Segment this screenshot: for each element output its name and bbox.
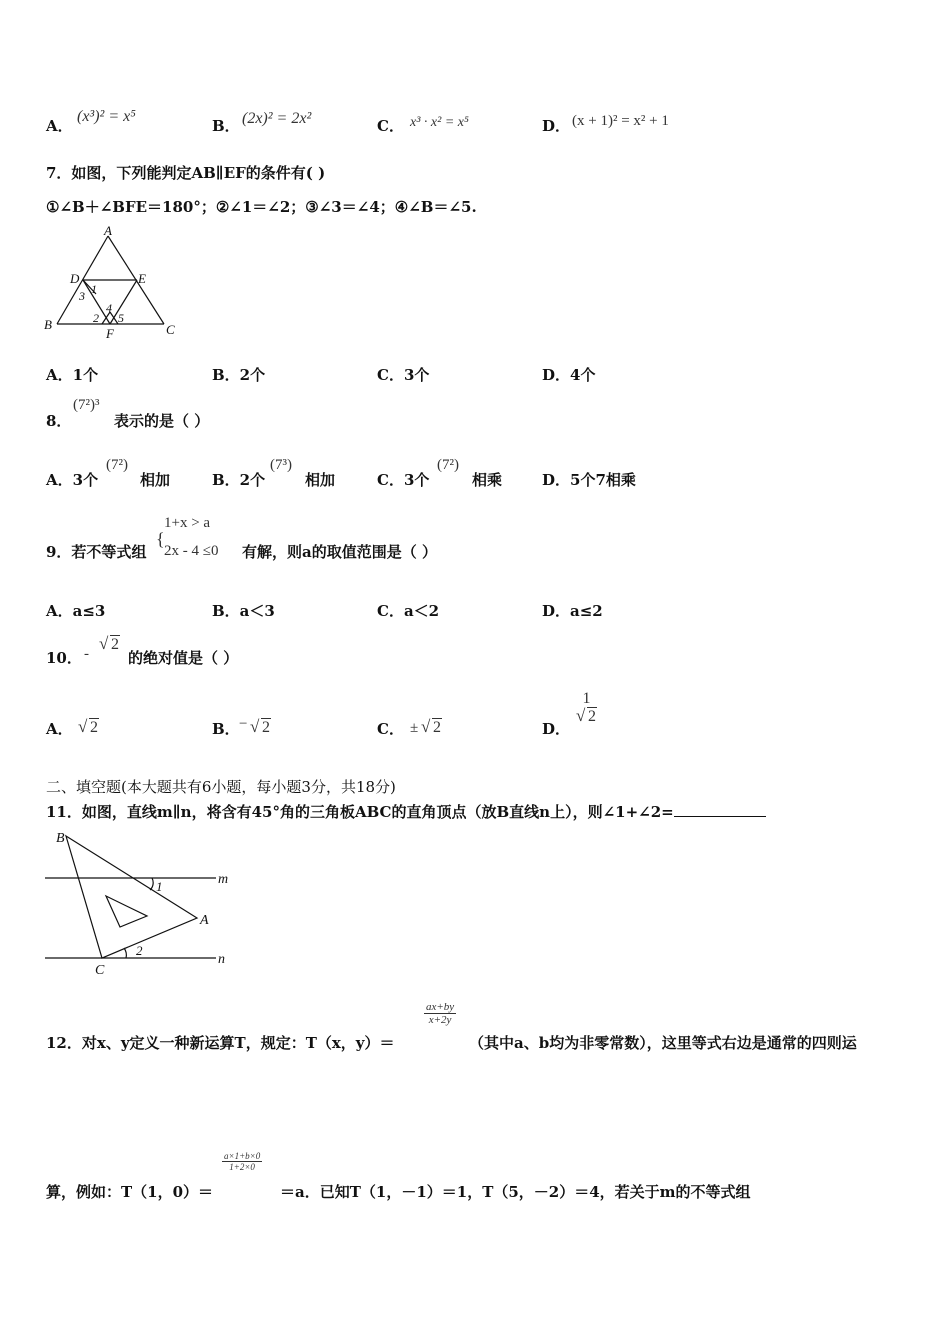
q7-label-e: E — [138, 271, 146, 286]
q7-stem: 7．如图，下列能判定AB∥EF的条件有( ) — [46, 164, 326, 182]
q11-answer-blank[interactable] — [674, 804, 766, 817]
q6-option-a-expr: (x³)² = x⁵ — [77, 108, 136, 125]
q12-line2-after: ＝a．已知T（1，－1）＝1，T（5，－2）＝4，若关于m的不等式组 — [280, 1183, 751, 1201]
q10-option-d-fraction — [574, 690, 599, 726]
q9-inequality-2: 2x - 4 ≤0 — [164, 543, 219, 559]
q11-angle-2-arc — [124, 948, 126, 958]
q12-line2-before: 算，例如：T（1，0）＝ — [46, 1183, 214, 1201]
q10-option-b-label: B． — [212, 720, 240, 738]
q8-option-b-label: B．2个 — [212, 471, 266, 489]
q11-label-m: m — [218, 872, 229, 887]
q9-brace: { — [156, 529, 165, 549]
q9-option-a: A．a≤3 — [46, 602, 106, 620]
q12-formula-denominator: x+2y — [428, 1014, 452, 1026]
q10-radicand: 2 — [111, 636, 119, 653]
q9-inequality-1: 1+x > a — [164, 515, 211, 531]
q10-option-c-radicand: 2 — [433, 719, 441, 736]
q9-option-d: D．a≤2 — [542, 602, 603, 620]
q7-angle-4: 4 — [106, 301, 112, 315]
q7-option-d: D．4个 — [542, 366, 596, 384]
q8-expression: (7²)³ — [73, 397, 100, 413]
q10-option-b-radicand: 2 — [262, 719, 270, 736]
q6-option-d-expr: (x + 1)² = x² + 1 — [572, 113, 669, 129]
q7-option-b: B．2个 — [212, 366, 266, 384]
q7-option-a: A．1个 — [46, 366, 99, 384]
q10-number: 10． — [46, 649, 82, 667]
q9-option-b: B．a＜3 — [212, 602, 275, 620]
q11-label-c: C — [95, 963, 105, 976]
q10-option-a-label: A． — [46, 720, 73, 738]
q6-option-c-expr: x³ · x² = x⁵ — [410, 115, 469, 130]
q12-stem-before: 12．对x、y定义一种新运算T，规定：T（x，y）＝ — [46, 1034, 395, 1052]
section2-title: 二、填空题(本大题共有6小题，每小题3分，共18分) — [46, 778, 396, 796]
q11-angle-1: 1 — [156, 879, 163, 894]
q8-option-b-expr: (7³) — [270, 457, 292, 473]
q7-angle-1: 1 — [91, 282, 97, 296]
q7-label-c: C — [166, 322, 175, 337]
q11-stem — [46, 801, 766, 822]
q11-angle-2: 2 — [136, 943, 143, 958]
q11-label-n: n — [218, 952, 225, 967]
q10-sqrt — [99, 636, 120, 654]
q7-conditions: ①∠B＋∠BFE＝180°；②∠1＝∠2；③∠3＝∠4；④∠B＝∠5. — [46, 198, 477, 216]
q11-inner-triangle — [106, 896, 147, 927]
q10-option-b-sqrt — [250, 719, 271, 737]
q8-option-a-expr: (7²) — [106, 457, 128, 473]
q12-formula-numerator: ax+by — [426, 1001, 455, 1013]
q8-option-c-label: C．3个 — [377, 471, 430, 489]
q11-label-a: A — [200, 913, 209, 928]
q7-angle-5: 5 — [118, 311, 124, 325]
q10-option-d-numerator: 1 — [582, 690, 591, 707]
q7-label-a: A — [104, 223, 112, 238]
q10-option-b-prefix: − — [239, 716, 248, 732]
q12-formula — [424, 1001, 456, 1026]
q10-option-c-sqrt — [421, 719, 442, 737]
q7-angle-2: 2 — [93, 311, 99, 325]
q6-option-c-label: C． — [377, 117, 404, 135]
q6-option-b-label: B． — [212, 117, 240, 135]
q10-option-a-sqrt — [78, 719, 99, 737]
q10-option-d-label: D． — [542, 720, 571, 738]
q8-number: 8． — [46, 412, 72, 430]
q11-label-b: B — [56, 831, 65, 846]
q7-label-b: B — [44, 317, 52, 332]
q8-option-a-label: A．3个 — [46, 471, 99, 489]
q6-option-d-label: D． — [542, 117, 571, 135]
q8-option-c-expr: (7²) — [437, 457, 459, 473]
q8-option-a-tail: 相加 — [140, 471, 171, 489]
q12-stem-after: （其中a、b均为非零常数），这里等式右边是通常的四则运 — [469, 1034, 857, 1052]
q10-option-c-prefix: ± — [410, 720, 419, 736]
q11-outer-triangle — [66, 836, 197, 958]
q10-option-c-label: C． — [377, 720, 404, 738]
q8-option-b-tail: 相加 — [305, 471, 336, 489]
q9-stem-after: 有解，则a的取值范围是（ ） — [242, 543, 437, 561]
q8-option-c-tail: 相乘 — [472, 471, 503, 489]
q6-option-a-label: A． — [46, 117, 73, 135]
q10-option-a-radicand: 2 — [90, 719, 98, 736]
q7-label-f: F — [106, 326, 114, 341]
q10-stem: 的绝对值是（ ） — [128, 649, 239, 667]
q7-option-c: C．3个 — [377, 366, 430, 384]
q11-stem-text: 11．如图，直线m∥n，将含有45°角的三角板ABC的直角顶点（放B直线n上），则∠1+∠2= — [46, 803, 674, 821]
q12-example — [222, 1151, 262, 1172]
q7-label-d: D — [70, 271, 80, 286]
q12-example-numerator: a×1+b×0 — [224, 1151, 261, 1161]
q12-example-denominator: 1+2×0 — [229, 1162, 255, 1172]
q10-minus: - — [84, 646, 89, 662]
q9-option-c: C．a＜2 — [377, 602, 440, 620]
q9-stem-before: 9．若不等式组 — [46, 543, 147, 561]
q6-option-b-expr: (2x)² = 2x² — [242, 110, 312, 127]
q11-triangle-figure — [40, 826, 240, 976]
q7-angle-3: 3 — [79, 289, 85, 303]
q8-option-d-label: D．5个7相乘 — [542, 471, 636, 489]
q8-stem: 表示的是（ ） — [114, 412, 210, 430]
q10-option-d-radicand: 2 — [588, 708, 596, 725]
q7-triangle-figure — [40, 222, 190, 344]
